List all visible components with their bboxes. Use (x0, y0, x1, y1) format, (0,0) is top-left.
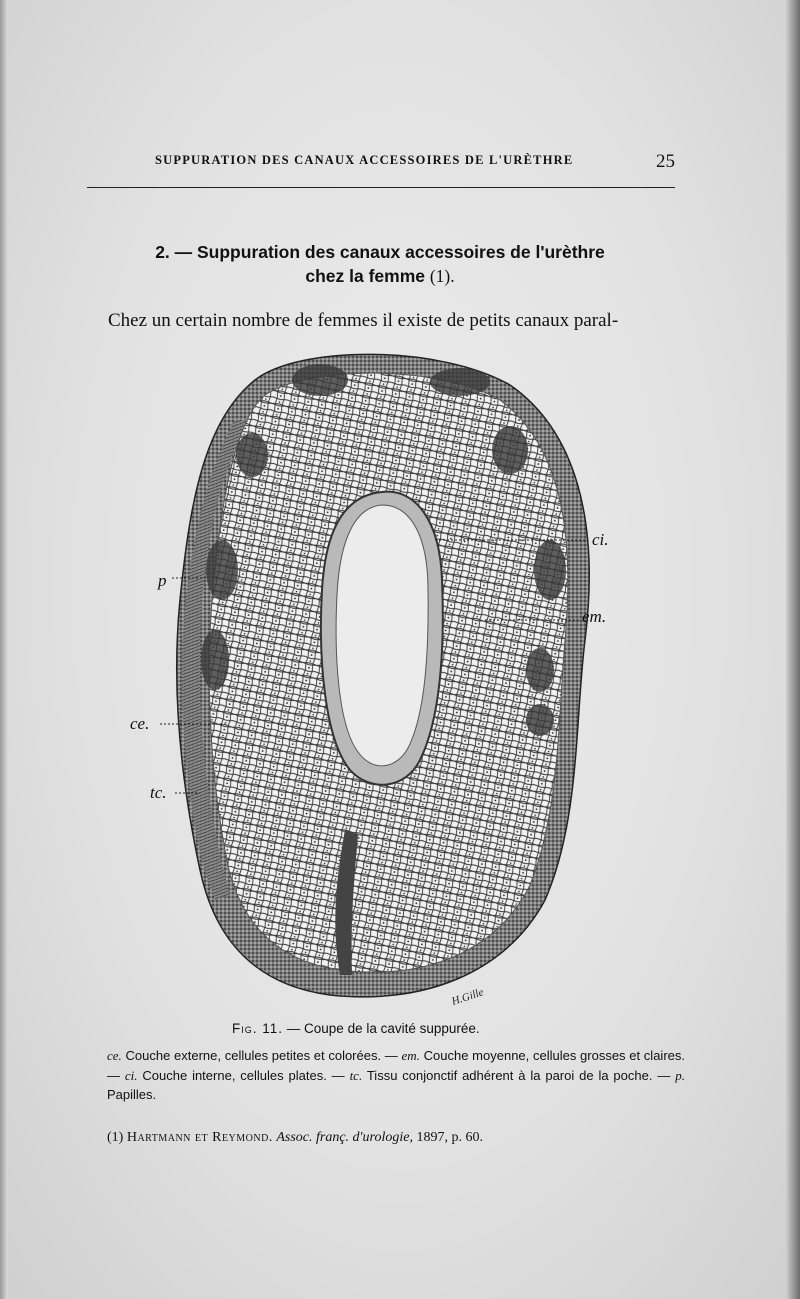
legend-tc-abbr: tc. (349, 1067, 363, 1083)
label-ci: ci. (592, 530, 609, 549)
footnote (107, 1130, 483, 1146)
figure-legend (107, 1046, 685, 1105)
intro-paragraph: Chez un certain nombre de femmes il existe de petits canaux paral- (108, 310, 619, 331)
figure-title: — Coupe de la cavité suppurée. (286, 1021, 480, 1036)
figure-caption-title (232, 1021, 480, 1036)
footnote-number: (1) (107, 1130, 124, 1145)
footnote-authors: Hartmann et Reymond. (126, 1130, 273, 1145)
label-ce: ce. (130, 714, 150, 733)
legend-p-text: Papilles. (107, 1087, 157, 1102)
label-em: em. (582, 607, 607, 626)
legend-em-abbr: em. (401, 1048, 420, 1063)
section-title-line1: 2. — Suppuration des canaux accessoires de l'urèthre (155, 242, 605, 262)
footnote-details: 1897, p. 60. (416, 1130, 483, 1145)
footnote-ref[interactable]: (1). (429, 266, 455, 286)
legend-ce-abbr: ce. (107, 1048, 122, 1063)
footnote-journal: Assoc. franç. d'urologie, (276, 1130, 413, 1145)
label-tc: tc. (150, 783, 167, 802)
page-number: 25 (656, 151, 675, 172)
running-head: SUPPURATION DES CANAUX ACCESSOIRES DE L'URÈTHRE (155, 153, 574, 167)
legend-ce-text: Couche externe, cellules petites et colorées. — (125, 1048, 398, 1063)
section-title-line2-text: chez la femme (305, 266, 425, 286)
legend-tc-text: Tissu conjonctif adhérent à la paroi de la poche. — (366, 1067, 671, 1083)
illustrator-signature: H.Gille (450, 986, 486, 1008)
cavity-lumen (336, 505, 428, 766)
legend-ci-text: Couche interne, cellules plates. — (142, 1067, 345, 1083)
figure-number: Fig. 11. (232, 1021, 284, 1036)
legend-ci-abbr: ci. (124, 1067, 138, 1083)
legend-p-abbr: p. (675, 1067, 685, 1083)
legend-em-text: Couche moyenne, cellules grosses et claires. — (107, 1048, 685, 1083)
label-p: p (158, 571, 167, 590)
